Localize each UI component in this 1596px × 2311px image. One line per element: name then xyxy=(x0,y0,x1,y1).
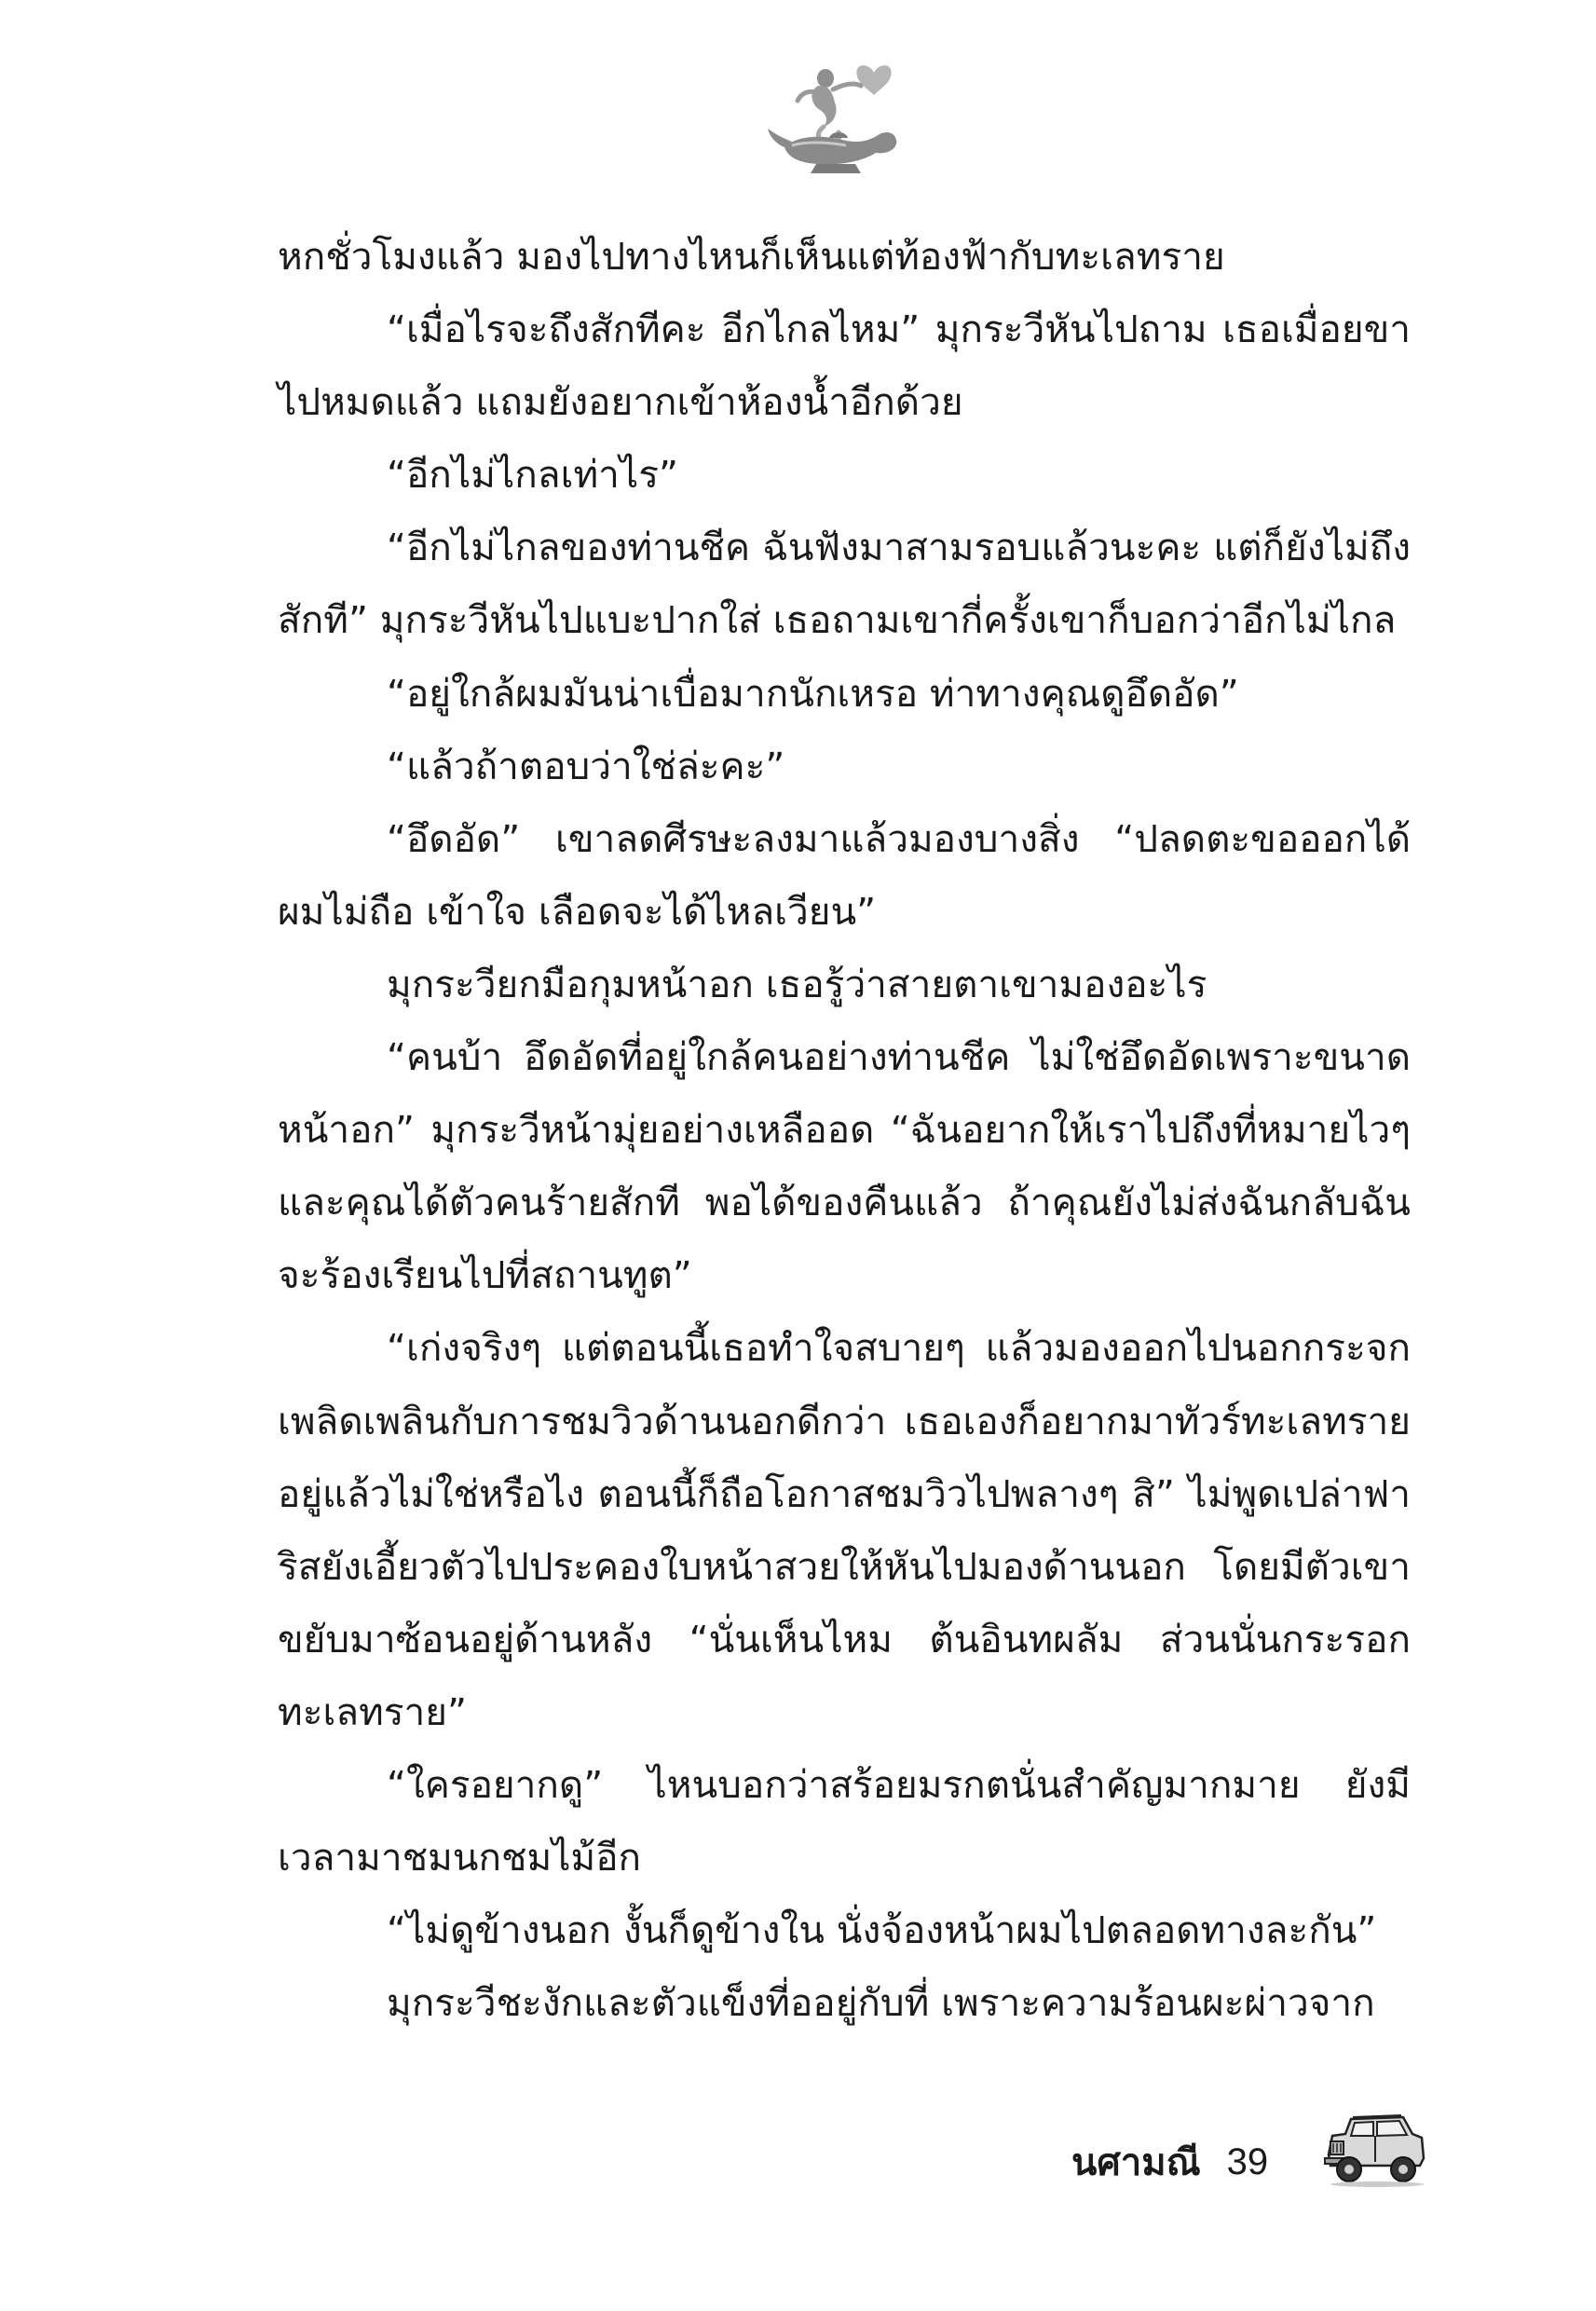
paragraph: “อีกไม่ไกลของท่านชีค ฉันฟังมาสามรอบแล้วนะคะ แต่ก็ยังไม่ถึงสักที” มุกระวีหันไปแบะปากใส่ เธอถามเขากี่ครั้งเขาก็บอกว่าอีกไม่ไกล xyxy=(278,525,1411,643)
body-text xyxy=(278,220,1411,2039)
paragraph: “ไม่ดูข้างนอก งั้นก็ดูข้างใน นั่งจ้องหน้าผมไปตลอดทางละกัน” xyxy=(387,1908,1377,1953)
paragraph: “อีกไม่ไกลเท่าไร” xyxy=(387,452,678,498)
paragraph: มุกระวียกมือกุมหน้าอก เธอรู้ว่าสายตาเขามองอะไร xyxy=(387,961,1207,1006)
genie-lamp-icon xyxy=(764,56,913,177)
paragraph: “อึดอัด” เขาลดศีรษะลงมาแล้วมองบางสิ่ง “ปลดตะขอออกได้ผมไม่ถือ เข้าใจ เลือดจะได้ไหลเวียน” xyxy=(278,815,1411,934)
footer-author: นศามณี xyxy=(1071,2141,1201,2184)
paragraph: “อยู่ใกล้ผมมันน่าเบื่อมากนักเหรอ ท่าทางคุณดูอึดอัด” xyxy=(387,670,1239,716)
paragraph: มุกระวีชะงักและตัวแข็งที่ออยู่กับที่ เพราะความร้อนผะผ่าวจาก xyxy=(387,1980,1375,2026)
paragraph: “ใครอยากดู” ไหนบอกว่าสร้อยมรกตนั่นสำคัญมากมาย ยังมีเวลามาชมนกชมไม้อีก xyxy=(278,1761,1411,1880)
paragraph: “เมื่อไรจะถึงสักทีคะ อีกไกลไหม” มุกระวีหันไปถาม เธอเมื่อยขาไปหมดแล้ว แถมยังอยากเข้าห้องน้ำอีกด้วย xyxy=(278,307,1411,425)
jeep-icon xyxy=(1323,2108,1427,2188)
paragraph: “แล้วถ้าตอบว่าใช่ล่ะคะ” xyxy=(387,743,785,788)
paragraph: หกชั่วโมงแล้ว มองไปทางไหนก็เห็นแต่ท้องฟ้ากับทะเลทราย xyxy=(278,234,1225,279)
paragraph: “คนบ้า อึดอัดที่อยู่ใกล้คนอย่างท่านชีค ไม่ใช่อึดอัดเพราะขนาดหน้าอก” มุกระวีหน้ามุ่ยอย่างเหลืออด “ฉันอยากให้เราไปถึงที่หมายไวๆ และคุณได้ตัวคนร้ายสักที พอได้ของคืนแล้ว ถ้าคุณยังไม่ส่งฉันกลับฉันจะร้องเรียนไปที่สถานทูต” xyxy=(278,1034,1411,1298)
page-number: 39 xyxy=(1226,2140,1269,2182)
page-footer xyxy=(1071,2134,1268,2190)
paragraph: “เก่งจริงๆ แต่ตอนนี้เธอทำใจสบายๆ แล้วมองออกไปนอกกระจกเพลิดเพลินกับการชมวิวด้านนอกดีกว่า เธอเองก็อยากมาทัวร์ทะเลทรายอยู่แล้วไม่ใช่หรือไง ตอนนี้ก็ถือโอกาสชมวิวไปพลางๆ สิ” ไม่พูดเปล่าฟาริสยังเอี้ยวตัวไปประคองใบหน้าสวยให้หันไปมองด้านนอก โดยมีตัวเขาขยับมาซ้อนอยู่ด้านหลัง “นั่นเห็นไหม ต้นอินทผลัม ส่วนนั่นกระรอกทะเลทราย” xyxy=(278,1325,1411,1734)
